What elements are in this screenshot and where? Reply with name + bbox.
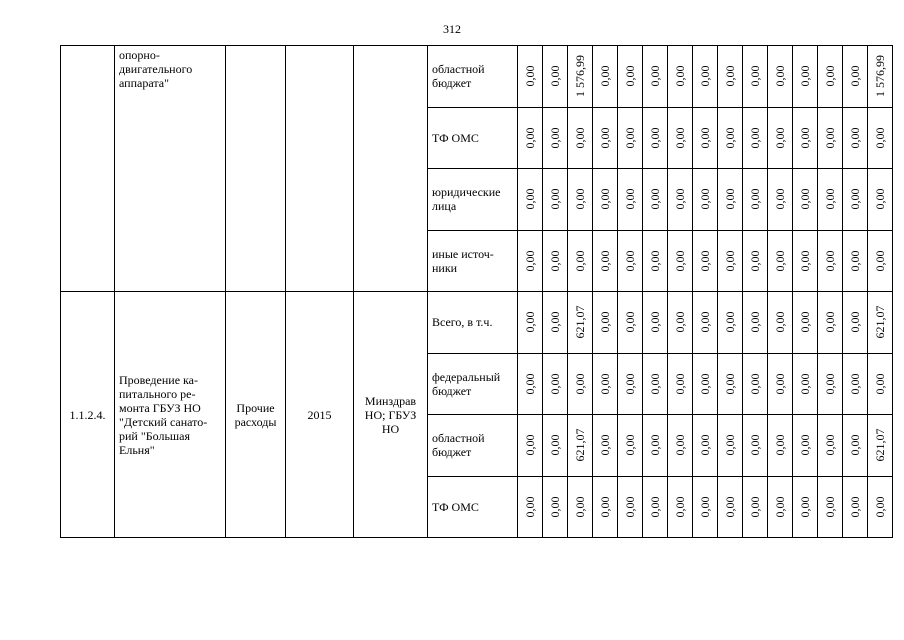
value-text: 1 576,99	[873, 55, 887, 98]
value-cell	[718, 476, 743, 538]
value-text: 0,00	[548, 65, 562, 87]
value-text: 0,00	[848, 188, 862, 210]
value-text: 0,00	[598, 65, 612, 87]
value-cell	[768, 169, 793, 231]
value-cell	[818, 476, 843, 538]
value-cell	[843, 169, 868, 231]
value-cell	[643, 107, 668, 169]
value-text: 0,00	[598, 188, 612, 210]
value-text: 0,00	[723, 373, 737, 395]
value-text: 0,00	[823, 434, 837, 456]
value-cell	[818, 46, 843, 108]
value-cell	[518, 46, 543, 108]
value-cell	[843, 353, 868, 415]
value-text: 0,00	[623, 127, 637, 149]
funding-source: федеральный бюджет	[428, 353, 518, 415]
value-text: 0,00	[698, 250, 712, 272]
value-cell	[718, 107, 743, 169]
value-text: 0,00	[798, 188, 812, 210]
value-text: 0,00	[573, 250, 587, 272]
value-text: 0,00	[548, 311, 562, 333]
value-cell	[568, 107, 593, 169]
value-text: 0,00	[698, 188, 712, 210]
value-text: 0,00	[748, 65, 762, 87]
value-text: 0,00	[773, 127, 787, 149]
value-text: 621,07	[573, 428, 587, 462]
value-text: 0,00	[848, 250, 862, 272]
value-cell	[868, 415, 893, 477]
value-text: 0,00	[573, 496, 587, 518]
value-cell	[743, 107, 768, 169]
value-text: 0,00	[598, 311, 612, 333]
value-cell	[768, 476, 793, 538]
value-text: 0,00	[648, 373, 662, 395]
value-text: 0,00	[523, 65, 537, 87]
value-cell	[668, 292, 693, 354]
value-text: 0,00	[823, 65, 837, 87]
value-cell	[618, 169, 643, 231]
value-text: 0,00	[673, 65, 687, 87]
value-text: 0,00	[623, 65, 637, 87]
value-text: 0,00	[698, 496, 712, 518]
table-row	[61, 46, 893, 108]
value-cell	[518, 292, 543, 354]
value-cell	[743, 353, 768, 415]
value-text: 0,00	[673, 434, 687, 456]
value-text: 0,00	[723, 250, 737, 272]
value-text: 0,00	[848, 434, 862, 456]
value-cell	[768, 107, 793, 169]
value-text: 0,00	[773, 250, 787, 272]
value-text: 0,00	[648, 434, 662, 456]
value-text: 0,00	[698, 434, 712, 456]
value-cell	[793, 169, 818, 231]
value-text: 0,00	[798, 127, 812, 149]
value-cell	[843, 415, 868, 477]
value-cell	[568, 169, 593, 231]
value-text: 0,00	[748, 311, 762, 333]
value-cell	[718, 353, 743, 415]
value-text: 1 576,99	[573, 55, 587, 98]
value-cell	[593, 169, 618, 231]
value-text: 0,00	[623, 373, 637, 395]
value-cell	[643, 46, 668, 108]
value-text: 0,00	[648, 188, 662, 210]
value-cell	[593, 292, 618, 354]
value-cell	[793, 230, 818, 292]
value-cell	[743, 230, 768, 292]
value-text: 0,00	[548, 373, 562, 395]
value-cell	[518, 169, 543, 231]
value-text: 0,00	[548, 127, 562, 149]
value-text: 0,00	[673, 188, 687, 210]
value-cell	[868, 476, 893, 538]
value-text: 0,00	[598, 434, 612, 456]
value-cell	[768, 415, 793, 477]
value-text: 0,00	[873, 188, 887, 210]
value-text: 0,00	[873, 250, 887, 272]
value-cell	[868, 107, 893, 169]
value-cell	[543, 353, 568, 415]
value-text: 0,00	[823, 311, 837, 333]
value-text: 0,00	[698, 311, 712, 333]
value-cell	[843, 230, 868, 292]
value-cell	[593, 353, 618, 415]
value-text: 0,00	[673, 373, 687, 395]
value-cell	[818, 353, 843, 415]
value-cell	[693, 353, 718, 415]
value-cell	[618, 353, 643, 415]
value-text: 0,00	[798, 373, 812, 395]
value-cell	[793, 292, 818, 354]
value-cell	[643, 353, 668, 415]
value-cell	[818, 292, 843, 354]
value-text: 0,00	[723, 311, 737, 333]
funding-source: областной бюджет	[428, 415, 518, 477]
value-text: 0,00	[823, 127, 837, 149]
value-text: 0,00	[623, 434, 637, 456]
value-text: 0,00	[648, 496, 662, 518]
value-text: 0,00	[673, 250, 687, 272]
value-cell	[568, 476, 593, 538]
value-text: 0,00	[848, 311, 862, 333]
value-text: 0,00	[548, 250, 562, 272]
value-cell	[868, 292, 893, 354]
value-cell	[743, 476, 768, 538]
value-text: 0,00	[598, 127, 612, 149]
value-text: 0,00	[798, 434, 812, 456]
value-cell	[693, 415, 718, 477]
value-cell	[693, 230, 718, 292]
value-text: 0,00	[848, 373, 862, 395]
value-cell	[593, 230, 618, 292]
value-cell	[668, 415, 693, 477]
value-text: 0,00	[848, 127, 862, 149]
value-text: 0,00	[848, 496, 862, 518]
value-text: 0,00	[723, 434, 737, 456]
row-description: опорно- двигательного аппарата"	[115, 46, 226, 292]
value-text: 0,00	[698, 373, 712, 395]
value-cell	[718, 415, 743, 477]
value-text: 0,00	[523, 373, 537, 395]
value-text: 0,00	[748, 127, 762, 149]
funding-source: юридические лица	[428, 169, 518, 231]
value-cell	[618, 292, 643, 354]
funding-source: областной бюджет	[428, 46, 518, 108]
value-cell	[518, 353, 543, 415]
value-cell	[818, 415, 843, 477]
value-cell	[668, 107, 693, 169]
value-cell	[593, 476, 618, 538]
value-text: 0,00	[548, 188, 562, 210]
value-text: 0,00	[573, 373, 587, 395]
value-text: 0,00	[623, 496, 637, 518]
page-number: 312	[443, 22, 461, 36]
row-executor	[354, 46, 428, 292]
value-text: 0,00	[823, 373, 837, 395]
row-year: 2015	[286, 292, 354, 538]
funding-source: иные источ- ники	[428, 230, 518, 292]
funding-source: Всего, в т.ч.	[428, 292, 518, 354]
value-cell	[643, 169, 668, 231]
value-cell	[743, 292, 768, 354]
value-text: 0,00	[548, 496, 562, 518]
value-text: 0,00	[648, 127, 662, 149]
row-code: 1.1.2.4.	[61, 292, 115, 538]
value-cell	[718, 292, 743, 354]
value-text: 0,00	[723, 127, 737, 149]
value-text: 0,00	[748, 188, 762, 210]
value-cell	[793, 46, 818, 108]
value-cell	[518, 230, 543, 292]
value-text: 0,00	[623, 311, 637, 333]
row-description: Проведение ка- питального ре- монта ГБУЗ НО "Детский санато- рий "Большая Ельня"	[115, 292, 226, 538]
value-text: 0,00	[773, 434, 787, 456]
value-cell	[843, 46, 868, 108]
value-text: 0,00	[873, 496, 887, 518]
value-text: 0,00	[623, 250, 637, 272]
value-cell	[693, 46, 718, 108]
value-text: 621,07	[873, 428, 887, 462]
value-text: 0,00	[773, 188, 787, 210]
value-text: 0,00	[573, 127, 587, 149]
value-text: 621,07	[573, 305, 587, 339]
value-cell	[518, 107, 543, 169]
value-cell	[743, 169, 768, 231]
value-text: 0,00	[798, 250, 812, 272]
value-cell	[818, 107, 843, 169]
value-cell	[793, 107, 818, 169]
value-cell	[568, 353, 593, 415]
row-executor: Минздрав НО; ГБУЗ НО	[354, 292, 428, 538]
value-text: 0,00	[873, 127, 887, 149]
value-cell	[643, 415, 668, 477]
value-text: 0,00	[698, 127, 712, 149]
value-text: 0,00	[798, 496, 812, 518]
value-cell	[668, 230, 693, 292]
value-cell	[543, 107, 568, 169]
value-text: 0,00	[873, 373, 887, 395]
value-text: 0,00	[573, 188, 587, 210]
value-cell	[618, 415, 643, 477]
value-text: 0,00	[523, 250, 537, 272]
value-cell	[518, 476, 543, 538]
value-cell	[593, 107, 618, 169]
value-text: 0,00	[773, 65, 787, 87]
funding-source: ТФ ОМС	[428, 476, 518, 538]
value-cell	[868, 353, 893, 415]
row-expense-type	[226, 46, 286, 292]
value-text: 0,00	[598, 373, 612, 395]
value-cell	[718, 46, 743, 108]
value-cell	[743, 46, 768, 108]
value-text: 0,00	[523, 311, 537, 333]
value-text: 0,00	[773, 311, 787, 333]
value-cell	[793, 415, 818, 477]
value-cell	[518, 415, 543, 477]
value-cell	[868, 230, 893, 292]
value-text: 0,00	[773, 373, 787, 395]
value-text: 0,00	[673, 311, 687, 333]
value-cell	[843, 107, 868, 169]
value-cell	[818, 230, 843, 292]
value-cell	[818, 169, 843, 231]
value-cell	[793, 353, 818, 415]
value-cell	[618, 476, 643, 538]
value-text: 0,00	[623, 188, 637, 210]
value-cell	[543, 46, 568, 108]
value-cell	[693, 169, 718, 231]
value-cell	[868, 169, 893, 231]
value-cell	[593, 46, 618, 108]
value-text: 621,07	[873, 305, 887, 339]
value-text: 0,00	[648, 311, 662, 333]
value-cell	[593, 415, 618, 477]
value-text: 0,00	[698, 65, 712, 87]
value-cell	[793, 476, 818, 538]
value-cell	[568, 230, 593, 292]
value-cell	[543, 415, 568, 477]
value-text: 0,00	[648, 65, 662, 87]
value-cell	[768, 353, 793, 415]
value-text: 0,00	[823, 496, 837, 518]
value-cell	[668, 476, 693, 538]
row-year	[286, 46, 354, 292]
value-text: 0,00	[748, 250, 762, 272]
value-text: 0,00	[673, 127, 687, 149]
value-cell	[543, 292, 568, 354]
value-cell	[643, 476, 668, 538]
value-text: 0,00	[598, 496, 612, 518]
value-cell	[618, 230, 643, 292]
value-cell	[693, 476, 718, 538]
value-text: 0,00	[748, 434, 762, 456]
value-text: 0,00	[798, 65, 812, 87]
value-cell	[568, 46, 593, 108]
value-cell	[618, 46, 643, 108]
row-code	[61, 46, 115, 292]
value-cell	[843, 476, 868, 538]
value-cell	[543, 169, 568, 231]
value-text: 0,00	[773, 496, 787, 518]
value-cell	[768, 230, 793, 292]
value-text: 0,00	[723, 188, 737, 210]
value-cell	[718, 169, 743, 231]
value-text: 0,00	[523, 188, 537, 210]
value-cell	[843, 292, 868, 354]
value-cell	[618, 107, 643, 169]
value-cell	[643, 230, 668, 292]
funding-source: ТФ ОМС	[428, 107, 518, 169]
value-text: 0,00	[723, 65, 737, 87]
table-row	[61, 292, 893, 354]
value-text: 0,00	[523, 496, 537, 518]
row-expense-type: Прочие расходы	[226, 292, 286, 538]
value-text: 0,00	[548, 434, 562, 456]
value-cell	[743, 415, 768, 477]
value-text: 0,00	[673, 496, 687, 518]
value-cell	[693, 292, 718, 354]
value-text: 0,00	[523, 434, 537, 456]
value-cell	[768, 292, 793, 354]
value-cell	[543, 476, 568, 538]
value-cell	[568, 292, 593, 354]
value-cell	[668, 169, 693, 231]
value-text: 0,00	[523, 127, 537, 149]
value-cell	[718, 230, 743, 292]
value-cell	[543, 230, 568, 292]
value-text: 0,00	[648, 250, 662, 272]
value-cell	[668, 46, 693, 108]
value-text: 0,00	[823, 250, 837, 272]
value-text: 0,00	[798, 311, 812, 333]
value-text: 0,00	[848, 65, 862, 87]
value-cell	[868, 46, 893, 108]
value-cell	[668, 353, 693, 415]
value-cell	[768, 46, 793, 108]
value-text: 0,00	[823, 188, 837, 210]
value-cell	[643, 292, 668, 354]
value-text: 0,00	[748, 496, 762, 518]
value-text: 0,00	[723, 496, 737, 518]
value-text: 0,00	[598, 250, 612, 272]
value-cell	[568, 415, 593, 477]
value-cell	[693, 107, 718, 169]
value-text: 0,00	[748, 373, 762, 395]
budget-table	[60, 45, 893, 538]
